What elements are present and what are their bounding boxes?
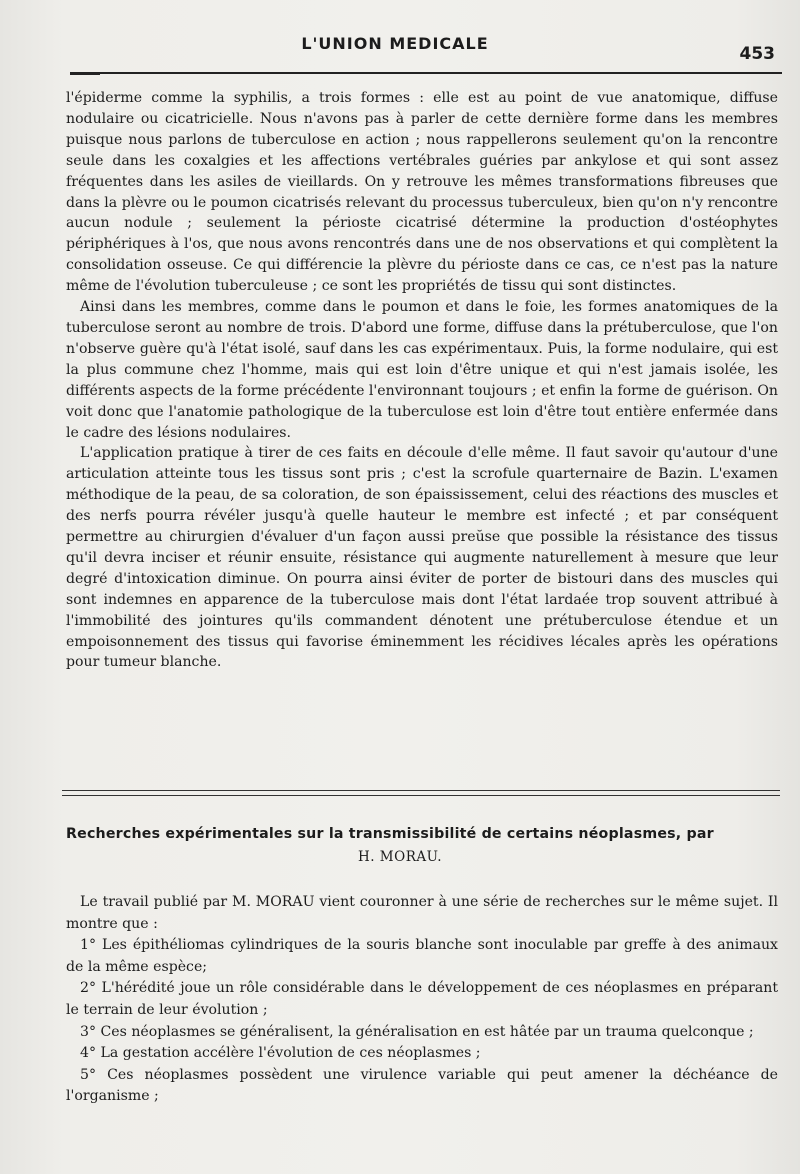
article-author: H. MORAU. <box>357 849 443 865</box>
article-intro: Le travail publié par M. MORAU vient couronner à une série de recherches sur le même sujet. Il montre que : <box>66 894 778 932</box>
running-title: L'UNION MEDICALE <box>301 34 489 53</box>
paragraph: l'épiderme comme la syphilis, a trois formes : elle est au point de vue anatomique, diffuse nodulaire ou cicatricielle. Nous n'avons pas à parler de cette dernière forme dans les membres puisque nous parlons de tuberculose en action ; nous rappellerons seulement qu'on la rencontre seule dans les coxalgies et les affections vertébrales guéries par ankylose et qui sont assez fréquentes dans les asiles de vieillards. On y retrouve les mêmes transformations fibreuses que dans la plèvre ou le poumon cicatrisés relevant du processus tuberculeux, bien qu'on n'y rencontre aucun nodule ; seulement la périoste cicatrisé détermine la production d'ostéophytes périphériques à l'os, que nous avons rencontrés dans une de nos observations et qui complètent la consolidation osseuse. Ce qui différencie la plèvre du périoste dans ce cas, ce n'est pas la nature même de l'évolution tuberculeuse ; ce sont les propriétés de tissu qui sont distinctes. <box>66 90 778 295</box>
list-item: 2° L'hérédité joue un rôle considérable dans le développement de ces néoplasmes en préparant le terrain de leur évolution ; <box>66 980 778 1018</box>
list-item: 3° Ces néoplasmes se généralisent, la généralisation en est hâtée par un trauma quelconque ; <box>80 1023 754 1040</box>
section-divider <box>62 790 780 791</box>
page-number: 453 <box>739 44 775 64</box>
list-item: 4° La gestation accélère l'évolution de ces néoplasmes ; <box>80 1045 481 1062</box>
section-divider <box>62 795 780 796</box>
header-rule-accent <box>70 74 100 75</box>
paragraph: Ainsi dans les membres, comme dans le poumon et dans le foie, les formes anatomiques de la tuberculose seront au nombre de trois. D'abord une forme, diffuse dans la prétuberculose, que l'on n'observe guère qu'à l'état isolé, sauf dans les cas expérimentaux. Puis, la forme nodulaire, qui est la plus commune chez l'homme, mais qui est loin d'être unique et qui n'est jamais isolée, les différents aspects de la forme précédente l'environnant toujours ; et enfin la forme de guérison. On voit donc que l'anatomie pathologique de la tuberculose est loin d'être tout entière enfermée dans le cadre des lésions nodulaires. <box>66 299 778 441</box>
continued-article-body <box>66 88 778 673</box>
article-body <box>66 892 778 1108</box>
list-item: 5° Ces néoplasmes possèdent une virulence variable qui peut amener la déchéance de l'organisme ; <box>66 1066 778 1105</box>
paragraph: L'application pratique à tirer de ces faits en découle d'elle même. Il faut savoir qu'autour d'une articulation atteinte tous les tissus sont pris ; c'est la scrofule quarternaire de Bazin. L'examen méthodique de la peau, de sa coloration, de son épaississement, celui des réactions des muscles et des nerfs pourra révéler jusqu'à quelle hauteur le membre est infecté ; et par conséquent permettre au chirurgien d'évaluer d'un façon aussi preŭse que possible la résistance des tissus qu'il devra inciser et réunir ensuite, résistance qui augmente naturellement à mesure que leur degré d'intoxication diminue. On pourra ainsi éviter de porter de bistouri dans des muscles qui sont indemnes en apparence de la tuberculose mais dont l'état lardaée trop souvent attribué à l'immobilité des jointures qu'ils commandent dénotent une prétuberculose étendue et un empoisonnement des tissus qui favorise éminemment les récidives lécales après les opérations pour tumeur blanche. <box>66 445 778 671</box>
header-rule <box>70 72 782 74</box>
article-title: Recherches expérimentales sur la transmissibilité de certains néoplasmes, par <box>66 826 714 842</box>
running-header <box>70 34 780 68</box>
list-item: 1° Les épithéliomas cylindriques de la souris blanche sont inoculable par greffe à des animaux de la même espèce; <box>66 937 778 975</box>
